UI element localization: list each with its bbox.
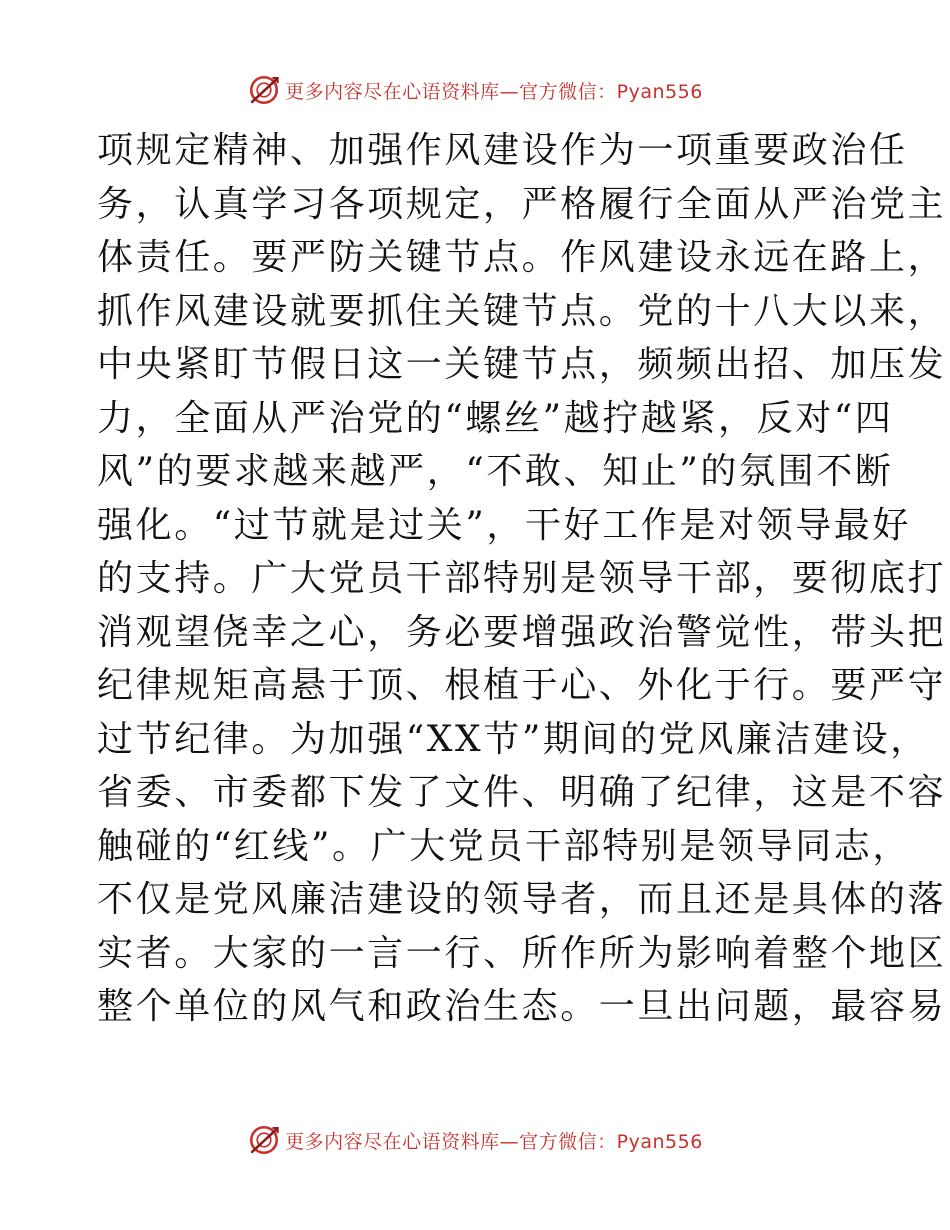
watermark-text: 更多内容尽在心语资料库: [285, 80, 500, 103]
text-line: 的支持。广大党员干部特别是领导干部，要彻底打: [97, 558, 947, 599]
watermark-contact: —官方微信：Pyan556: [499, 1130, 703, 1153]
text-line: 务，认真学习各项规定，严格履行全面从严治党主: [97, 183, 947, 225]
text-line: 触碰的“红线”。广大党员干部特别是领导同志，: [97, 825, 912, 867]
watermark-contact: —官方微信：Pyan556: [499, 80, 703, 103]
watermark-text: 更多内容尽在心语资料库: [285, 1130, 500, 1153]
text-line: 抓作风建设就要抓住关键节点。党的十八大以来，: [97, 290, 947, 332]
text-line: 风”的要求越来越严，“不敢、知止”的氛围不断: [97, 451, 894, 492]
text-line: 纪律规矩高悬于顶、根植于心、外化于行。要严守: [97, 665, 947, 706]
text-line: 中央紧盯节假日这一关键节点，频频出招、加压发: [97, 344, 947, 385]
text-line: 不仅是党风廉洁建设的领导者，而且还是具体的落: [97, 879, 947, 920]
text-line: 省委、市委都下发了文件、明确了纪律，这是不容: [97, 772, 947, 813]
text-line: 过节纪律。为加强“XX节”期间的党风廉洁建设，: [97, 718, 929, 760]
text-line: 体责任。要严防关键节点。作风建设永远在路上，: [97, 237, 947, 278]
text-line: 整个单位的风气和政治生态。一旦出问题，最容易: [97, 986, 947, 1027]
footer-watermark: [0, 1120, 950, 1160]
text-line: 项规定精神、加强作风建设作为一项重要政治任: [97, 130, 908, 171]
text-line: 实者。大家的一言一行、所作所为影响着整个地区: [97, 932, 947, 974]
text-line: 强化。“过节就是过关”，干好工作是对领导最好: [97, 504, 912, 546]
header-watermark: [0, 70, 950, 110]
watermark-logo-icon: [247, 1123, 281, 1157]
text-line: 消观望侥幸之心，务必要增强政治警觉性，带头把: [97, 611, 947, 653]
watermark-logo-icon: [247, 73, 281, 107]
text-line: 力，全面从严治党的“螺丝”越拧越紧，反对“四: [97, 397, 894, 439]
document-body: [97, 124, 947, 1034]
